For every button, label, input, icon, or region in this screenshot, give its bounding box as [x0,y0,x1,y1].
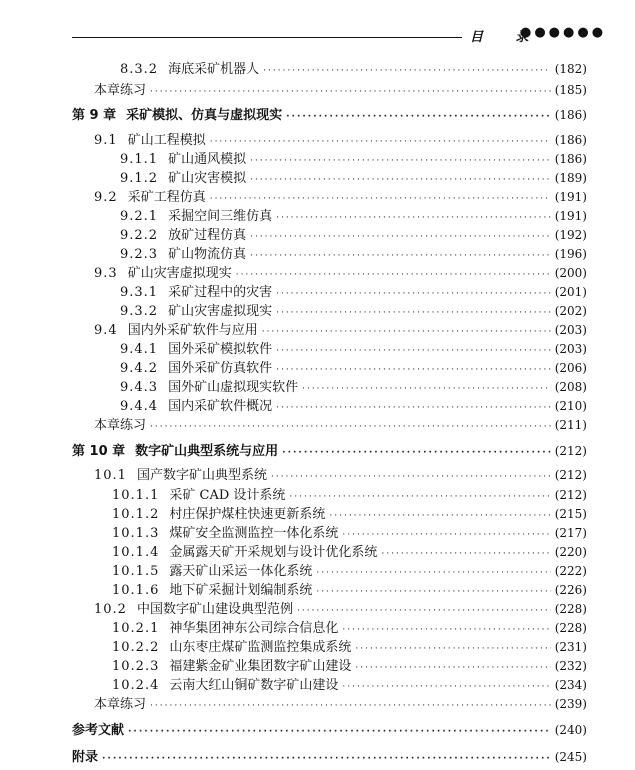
toc-entry-number: 9.2.1 [120,209,159,224]
toc-entry[interactable] [120,205,587,225]
toc-leader [342,682,550,692]
toc-entry[interactable] [112,484,587,504]
toc-entry-page: (191) [554,209,587,223]
toc-entry-title: 地下矿采掘计划编制系统 [169,583,313,598]
toc-entry-number: 9.1 [94,133,118,148]
toc-entry-number: 10.2.2 [112,640,160,655]
toc-entry-title: 山东枣庄煤矿监测监控集成系统 [169,640,352,655]
toc-entry-number: 9.3.1 [120,285,159,300]
header-rule [72,37,462,38]
toc-entry[interactable] [94,262,587,282]
toc-entry-title: 矿山工程模拟 [127,133,206,148]
toc-leader [297,606,551,616]
toc-entry-page: (186) [554,108,587,122]
toc-entry-page: (234) [554,678,587,692]
toc-entry-page: (191) [554,190,587,204]
toc-entry-page: (226) [554,583,587,597]
toc-entry-number: 9.1.1 [120,152,159,167]
toc-entry-number: 10.2.4 [112,678,160,693]
toc-entry-number: 10.2.3 [112,659,160,674]
toc-entry[interactable] [120,224,587,244]
toc-entry-title: 国产数字矿山典型系统 [136,468,267,483]
toc-leader [342,625,550,635]
toc-references-entry[interactable] [72,719,587,739]
toc-entry-title: 矿山灾害虚拟现实 [168,304,273,319]
toc-entry-number: 第 9 章 [72,108,117,123]
toc-chapter-entry[interactable] [72,104,587,124]
toc-entry-page: (212) [554,444,587,458]
toc-entry-page: (196) [554,247,587,261]
toc-entry-title: 云南大红山铜矿数字矿山建设 [169,678,339,693]
toc-entry-title: 国内采矿软件概况 [168,399,273,414]
toc-entry-page: (211) [554,418,587,432]
toc-entry-title: 露天矿山采运一体化系统 [169,564,313,579]
toc-entry-page: (186) [554,133,587,147]
toc-leader [276,346,551,356]
toc-entry-title: 本章练习 [94,83,147,98]
toc-leader [316,587,550,597]
toc-entry-page: (228) [554,602,587,616]
toc-entry[interactable] [112,674,587,694]
toc-entry-number: 9.4.4 [120,399,159,414]
toc-entry[interactable] [120,281,587,301]
toc-leader [210,137,551,147]
toc-entry[interactable] [120,243,587,263]
toc-entry-title: 海底采矿机器人 [168,62,260,77]
header-label: 目 录 [470,30,543,45]
toc-leader [250,232,551,242]
toc-entry-page: (212) [554,468,587,482]
toc-entry[interactable] [112,579,587,599]
toc-entry-title: 矿山通风模拟 [168,152,247,167]
toc-entry[interactable] [94,79,587,99]
toc-entry-number: 10.1.6 [112,583,160,598]
toc-leader [150,87,551,97]
toc-leader [250,175,551,185]
toc-entry-page: (239) [554,697,587,711]
toc-entry-page: (240) [554,723,587,737]
toc-leader [276,289,551,299]
toc-entry-number: 9.1.2 [120,171,159,186]
toc-entry-page: (185) [554,83,587,97]
toc-entry-page: (215) [554,507,587,521]
toc-entry-number: 9.4.3 [120,380,159,395]
toc-entry-title: 煤矿安全监测监控一体化系统 [169,526,339,541]
toc-leader [128,727,551,737]
toc-entry-number: 10.1.5 [112,564,160,579]
toc-entry[interactable] [94,693,587,713]
toc-leader [286,112,551,122]
toc-entry-page: (201) [554,285,587,299]
toc-entry-page: (202) [554,304,587,318]
toc-entry-page: (186) [554,152,587,166]
toc-entry[interactable] [120,300,587,320]
toc-entry-page: (228) [554,621,587,635]
toc-entry-page: (200) [554,266,587,280]
toc-leader [276,213,551,223]
toc-entry-page: (208) [554,380,587,394]
toc-entry-page: (189) [554,171,587,185]
toc-entry-title: 国外矿山虚拟现实软件 [168,380,299,395]
toc-leader [263,66,551,76]
toc-entry-number: 9.4 [94,323,118,338]
toc-entry[interactable] [112,617,587,637]
toc-entry-title: 国外采矿模拟软件 [168,342,273,357]
toc-entry[interactable] [120,376,587,396]
toc-entry-page: (212) [554,488,587,502]
toc-entry-title: 数字矿山典型系统与应用 [135,444,279,459]
toc-entry-page: (182) [554,62,587,76]
toc-entry[interactable] [94,129,587,149]
toc-entry-title: 放矿过程仿真 [168,228,247,243]
page-header [72,24,607,46]
toc-entry-page: (231) [554,640,587,654]
toc-entry-page: (222) [554,564,587,578]
toc-entry-title: 矿山灾害虚拟现实 [127,266,232,281]
toc-entry-title: 采矿 CAD 设计系统 [169,488,286,503]
toc-entry[interactable] [94,414,587,434]
toc-leader [289,492,550,502]
toc-entry-number: 9.2 [94,190,118,205]
toc-entry-number: 10.1.3 [112,526,160,541]
toc-entry-number: 9.2.3 [120,247,159,262]
toc-leader [282,448,551,458]
toc-leader [236,270,551,280]
toc-entry-page: (203) [554,323,587,337]
toc-entry-page: (217) [554,526,587,540]
toc-leader [210,194,551,204]
toc-entry-title: 采掘空间三维仿真 [168,209,273,224]
toc-entry-page: (210) [554,399,587,413]
toc-leader [276,365,551,375]
toc-entry-title: 附录 [72,750,99,765]
toc-entry-number: 10.2.1 [112,621,160,636]
toc-entry-title: 本章练习 [94,418,147,433]
toc-leader [102,754,551,764]
toc-entry-title: 矿山灾害模拟 [168,171,247,186]
toc-leader [329,511,550,521]
toc-entry-title: 矿山物流仿真 [168,247,247,262]
toc-entry-number: 10.1.4 [112,545,160,560]
toc-leader [262,327,551,337]
toc-entry[interactable] [120,357,587,377]
toc-entry[interactable] [112,655,587,675]
toc-leader [250,156,551,166]
toc-entry[interactable] [112,503,587,523]
toc-entry-number: 10.2 [94,602,127,617]
toc-entry-number: 10.1.2 [112,507,160,522]
toc-entry-number: 10.1.1 [112,488,160,503]
toc-entry-title: 采矿过程中的灾害 [168,285,273,300]
toc-entry[interactable] [120,167,587,187]
toc-entry[interactable] [94,598,587,618]
toc-entry[interactable] [112,560,587,580]
toc-leader [150,422,551,432]
toc-entry-title: 村庄保护煤柱快速更新系统 [169,507,326,522]
toc-entry[interactable] [94,186,587,206]
toc-leader [271,472,551,482]
toc-leader [316,568,550,578]
toc-chapter-entry[interactable] [72,440,587,460]
toc-entry-title: 福建紫金矿业集团数字矿山建设 [169,659,352,674]
toc-entry[interactable] [112,522,587,542]
toc-leader [276,403,551,413]
toc-leader [276,308,551,318]
toc-entry-title: 神华集团神东公司综合信息化 [169,621,339,636]
toc-leader [250,251,551,261]
toc-entry-page: (220) [554,545,587,559]
toc-entry-page: (232) [554,659,587,673]
toc-entry-number: 8.3.2 [120,62,159,77]
toc-leader [381,549,550,559]
toc-appendix-entry[interactable] [72,746,587,766]
toc-entry[interactable] [112,636,587,656]
toc-entry-title: 金属露天矿开采规划与设计优化系统 [169,545,378,560]
toc-entry-title: 国内外采矿软件与应用 [127,323,258,338]
toc-entry[interactable] [120,338,587,358]
toc-entry-title: 采矿工程仿真 [127,190,206,205]
toc-entry[interactable] [120,148,587,168]
toc-entry-page: (203) [554,342,587,356]
toc-entry[interactable] [94,464,587,484]
toc-entry-page: (206) [554,361,587,375]
toc-entry-title: 中国数字矿山建设典型范例 [136,602,293,617]
toc-entry-number: 第 10 章 [72,444,126,459]
toc-entry-number: 9.4.2 [120,361,159,376]
toc-entry-number: 9.4.1 [120,342,159,357]
toc-leader [150,701,551,711]
toc-entry-title: 本章练习 [94,697,147,712]
toc-entry-title: 国外采矿仿真软件 [168,361,273,376]
toc-entry[interactable] [120,395,587,415]
toc-leader [342,530,550,540]
toc-entry-page: (245) [554,750,587,764]
toc-entry[interactable] [120,58,587,78]
toc-entry[interactable] [112,541,587,561]
header-dots: ●●●●●● [520,25,607,40]
toc-entry-page: (192) [554,228,587,242]
toc-entry-number: 9.2.2 [120,228,159,243]
toc-leader [302,384,551,394]
toc-entry[interactable] [94,319,587,339]
toc-entry-title: 参考文献 [72,723,125,738]
toc-entry-number: 9.3.2 [120,304,159,319]
toc-entry-number: 9.3 [94,266,118,281]
toc-entry-number: 10.1 [94,468,127,483]
toc-entry-title: 采矿模拟、仿真与虚拟现实 [126,108,283,123]
toc-leader [355,644,550,654]
toc-leader [355,663,550,673]
